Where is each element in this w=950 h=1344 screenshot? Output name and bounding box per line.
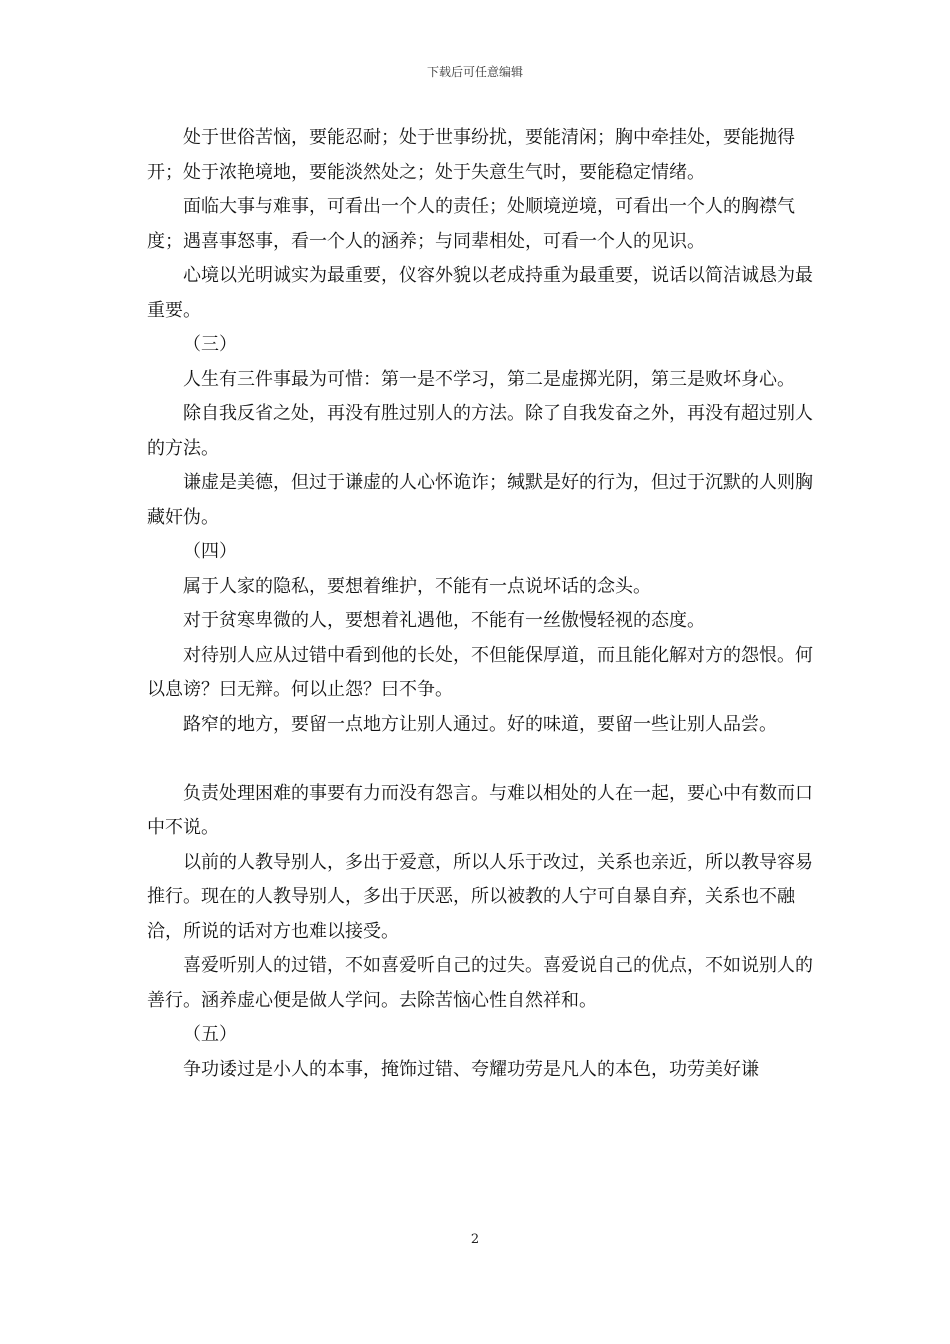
- paragraph-6: 谦虚是美德，但过于谦虚的人心怀诡诈；缄默是好的行为，但过于沉默的人则胸藏奸伪。: [147, 472, 813, 528]
- paragraph-7: 属于人家的隐私，要想着维护，不能有一点说坏话的念头。: [183, 575, 651, 597]
- document-body: [147, 121, 827, 1087]
- section-heading-4: （四）: [183, 541, 237, 562]
- paragraph-10: 路窄的地方，要留一点地方让别人通过。好的味道，要留一些让别人品尝。: [183, 713, 777, 735]
- paragraph-2: 面临大事与难事，可看出一个人的责任；处顺境逆境，可看出一个人的胸襟气度；遇喜事怒事，看一个人的涵养；与同辈相处，可看一个人的见识。: [147, 196, 795, 252]
- paragraph-1: 处于世俗苦恼，要能忍耐；处于世事纷扰，要能清闲；胸中牵挂处，要能抛得开；处于浓艳境地，要能淡然处之；处于失意生气时，要能稳定情绪。: [147, 127, 795, 183]
- page-number: 2: [470, 1232, 480, 1247]
- paragraph-9: 对待别人应从过错中看到他的长处，不但能保厚道，而且能化解对方的怨恨。何以息谤？曰无辩。何以止怨？曰不争。: [147, 644, 813, 700]
- section-heading-3: （三）: [183, 334, 237, 355]
- page-header: 下载后可任意编辑: [426, 65, 523, 79]
- paragraph-8: 对于贫寒卑微的人，要想着礼遇他，不能有一丝傲慢轻视的态度。: [183, 610, 705, 631]
- paragraph-11: 负责处理困难的事要有力而没有怨言。与难以相处的人在一起，要心中有数而口中不说。: [147, 782, 813, 838]
- blank-line: [147, 742, 827, 777]
- paragraph-12: 以前的人教导别人，多出于爱意，所以人乐于改过，关系也亲近，所以教导容易推行。现在的人教导别人，多出于厌恶，所以被教的人宁可自暴自弃，关系也不融洽，所说的话对方也难以接受。: [147, 851, 813, 942]
- paragraph-5: 除自我反省之处，再没有胜过别人的方法。除了自我发奋之外，再没有超过别人的方法。: [147, 403, 813, 459]
- paragraph-3: 心境以光明诚实为最重要，仪容外貌以老成持重为最重要，说话以简洁诚恳为最重要。: [147, 265, 813, 321]
- paragraph-13: 喜爱听别人的过错，不如喜爱听自己的过失。喜爱说自己的优点，不如说别人的善行。涵养虚心便是做人学问。去除苦恼心性自然祥和。: [147, 955, 813, 1011]
- section-heading-5: （五）: [183, 1024, 237, 1045]
- paragraph-4: 人生有三件事最为可惜：第一是不学习，第二是虚掷光阴，第三是败坏身心。: [183, 368, 795, 390]
- paragraph-14: 争功诿过是小人的本事，掩饰过错、夸耀功劳是凡人的本色，功劳美好谦: [183, 1058, 759, 1080]
